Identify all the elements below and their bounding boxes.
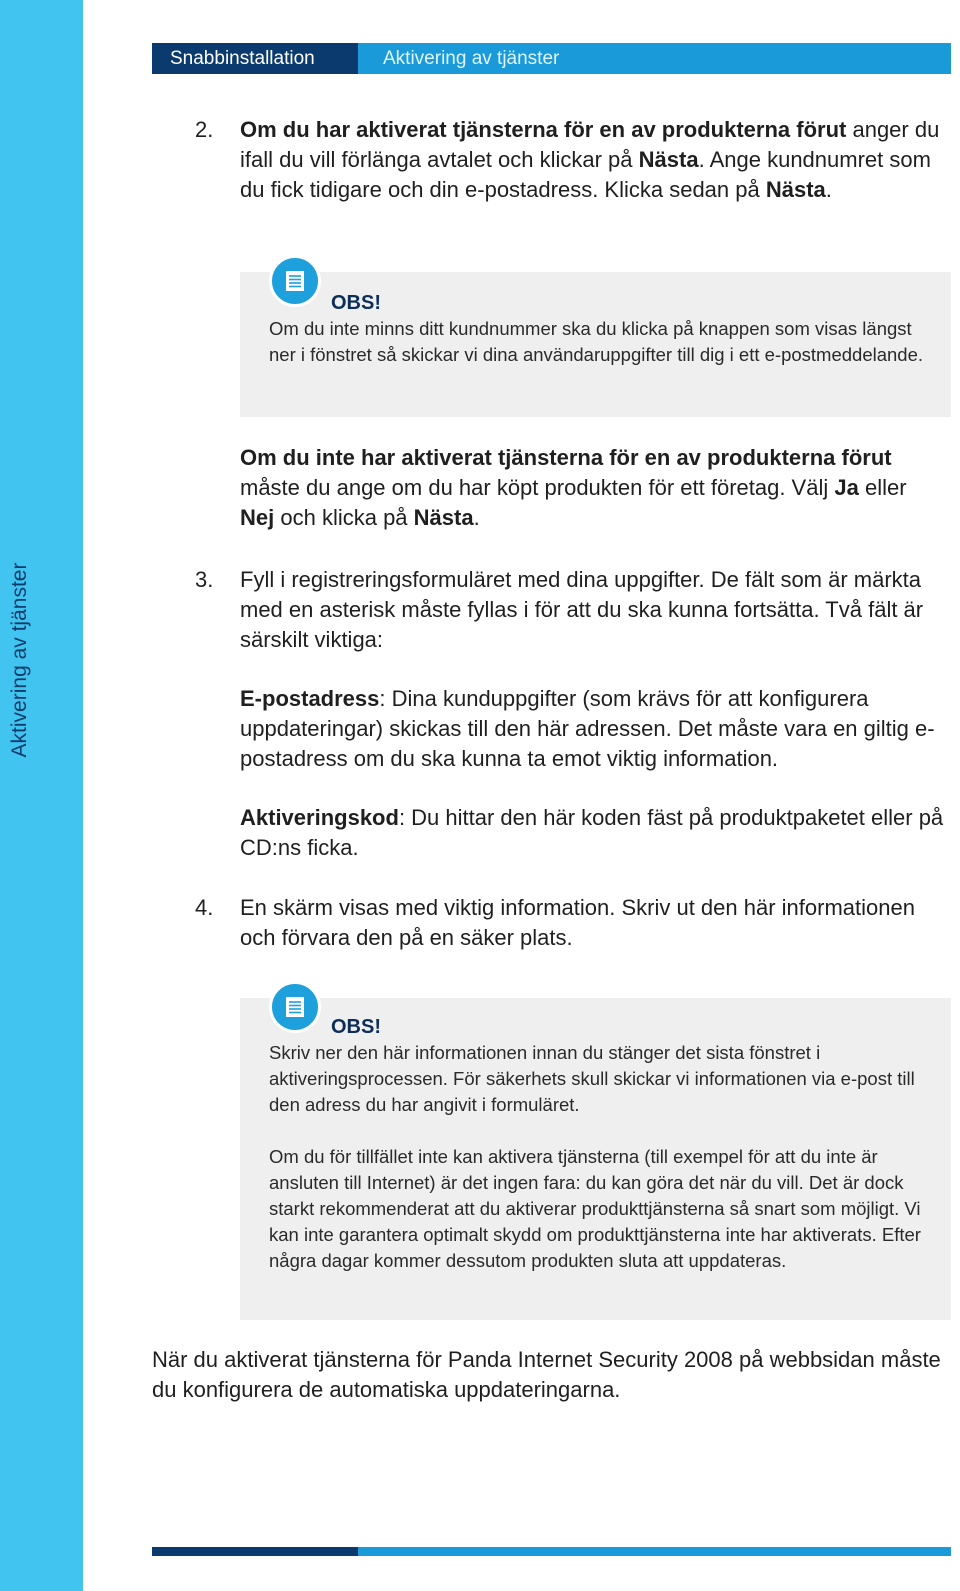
footer-bar: [152, 1547, 951, 1556]
footer-bar-dark: [152, 1547, 358, 1556]
step2b-text-b: eller: [858, 475, 907, 500]
step2b-text-a: måste du ange om du har köpt produkten för ett företag. Välj: [240, 475, 835, 500]
step2-next-2: Nästa: [765, 177, 826, 202]
step-number: 3.: [195, 567, 214, 592]
note-text-1: Skriv ner den här informationen innan du stänger det sista fönstret i aktiveringsprocessen. För säkerhets skull skickar vi informationen via e-post till den adress du har angivit i formuläret.: [269, 1042, 915, 1115]
step2b-next: Nästa: [413, 505, 474, 530]
step2-text-a: anger du ifall du vill förlänga avtalet och klickar på: [240, 117, 940, 172]
step2-next-1: Nästa: [638, 147, 699, 172]
step-number: 4.: [195, 895, 214, 920]
notepad-icon: [269, 981, 321, 1033]
step2-text-c: .: [825, 177, 832, 202]
email-paragraph: [240, 684, 945, 774]
step2b-paragraph: [240, 443, 945, 533]
note-title: OBS!: [331, 1016, 381, 1038]
notepad-icon: [269, 255, 321, 307]
step2b-lead: Om du inte har aktiverat tjänsterna för en av produkterna förut: [240, 445, 892, 470]
step2b-yes: Ja: [834, 475, 859, 500]
side-chapter-label: Aktivering av tjänster: [8, 562, 31, 758]
email-label: E-postadress: [240, 686, 380, 711]
step-number: 2.: [195, 117, 214, 142]
closing-paragraph: När du aktiverat tjänsterna för Panda Internet Security 2008 på webbsidan måste du konfigurera de automatiska uppdateringarna.: [152, 1347, 941, 1402]
header-section: Snabbinstallation: [152, 43, 358, 74]
header-chapter: Aktivering av tjänster: [358, 43, 951, 74]
code-paragraph: [240, 803, 945, 863]
step2b-no: Nej: [240, 505, 275, 530]
header-bar: [152, 43, 951, 74]
step4-paragraph: En skärm visas med viktig information. Skriv ut den här informationen och förvara den på en säker plats.: [240, 895, 915, 950]
step2-text-b: . Ange kundnumret som du fick tidigare och din e-postadress. Klicka sedan på: [240, 147, 931, 202]
step2-paragraph: [240, 115, 945, 205]
step3-paragraph: Fyll i registreringsformuläret med dina uppgifter. De fält som är märkta med en asterisk måste fyllas i för att du ska kunna fortsätta. Två fält är särskilt viktiga:: [240, 567, 924, 652]
step2b-text-c: och klicka på: [274, 505, 414, 530]
step2-lead: Om du har aktiverat tjänsterna för en av produkterna förut: [240, 117, 847, 142]
code-text: : Du hittar den här koden fäst på produktpaketet eller på CD:ns ficka.: [240, 805, 944, 860]
side-strip: [0, 0, 83, 1591]
note-text: Om du inte minns ditt kundnummer ska du klicka på knappen som visas längst ner i fönstret så skickar vi dina användaruppgifter till dig i ett e-postmeddelande.: [269, 318, 924, 365]
note-text-2: Om du för tillfället inte kan aktivera tjänsterna (till exempel för att du inte är ansluten till Internet) är det ingen fara: du kan göra det när du vill. Det är dock starkt rekommenderat att du aktiverar produkttjänsterna så snart som möjligt. Vi kan inte garantera optimalt skydd om produkttjänsterna inte har aktiverats. Efter några dagar kommer dessutom produkten sluta att uppdateras.: [269, 1146, 921, 1271]
step2b-text-d: .: [473, 505, 480, 530]
code-label: Aktiveringskod: [240, 805, 399, 830]
footer-bar-light: [358, 1547, 951, 1556]
email-text: : Dina kunduppgifter (som krävs för att konfigurera uppdateringar) skickas till den här adressen. Det måste vara en giltig e-postadress om du ska kunna ta emot viktig information.: [240, 686, 935, 771]
note-title: OBS!: [331, 292, 381, 314]
